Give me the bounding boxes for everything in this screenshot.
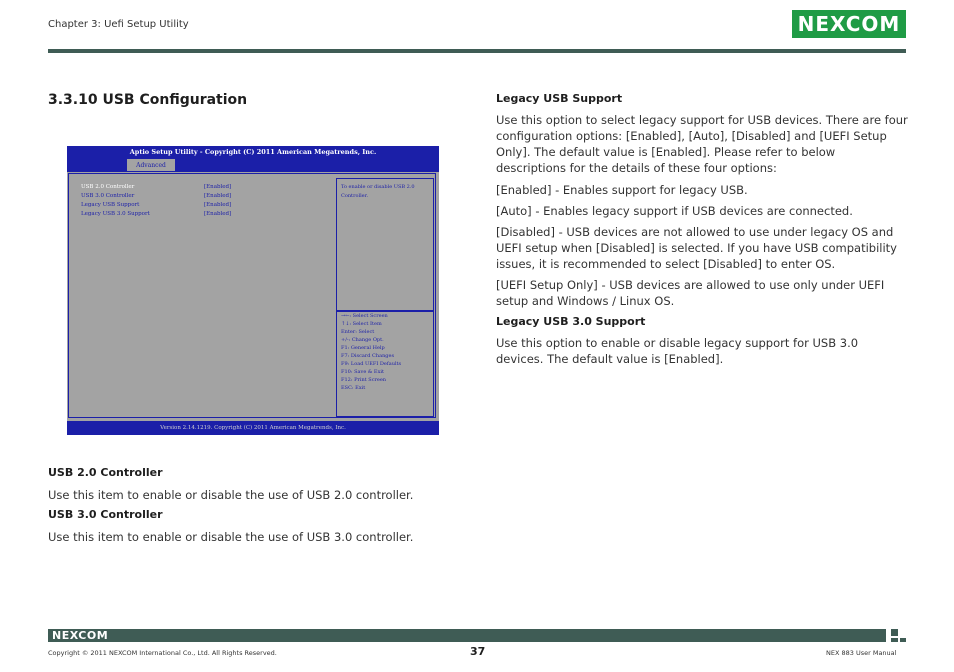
bios-help-line-2: Controller. — [341, 193, 369, 199]
bios-item-legacy-usb[interactable]: Legacy USB Support — [81, 202, 140, 208]
option-auto: [Auto] - Enables legacy support if USB devices are connected. — [496, 204, 853, 218]
bios-key-hint: +/-: Change Opt. — [341, 337, 384, 343]
bios-tab-advanced[interactable]: Advanced — [127, 159, 175, 171]
bios-key-hint: F12: Print Screen — [341, 377, 387, 383]
legacy-usb-text: Use this option to select legacy support for USB devices. There are four configuration options: [Enabled], [Auto], [Disabled] and [UEFI Setup Only]. The default value is [Enabled]. Please refer to below descriptions for the details of these four options: — [496, 113, 908, 175]
bios-item-legacy-usb30[interactable]: Legacy USB 3.0 Support — [81, 211, 150, 217]
bios-item-usb30[interactable]: USB 3.0 Controller — [81, 193, 135, 199]
bios-value-legacy-usb[interactable]: [Enabled] — [204, 202, 232, 208]
usb20-text: Use this item to enable or disable the use of USB 2.0 controller. — [48, 488, 414, 502]
bios-key-hint: ESC: Exit — [341, 385, 366, 391]
section-title: 3.3.10 USB Configuration — [48, 92, 248, 108]
copyright-text: Copyright © 2011 NEXCOM International Co., Ltd. All Rights Reserved. — [48, 649, 277, 657]
bios-value-usb20[interactable]: [Enabled] — [204, 184, 232, 190]
bios-help-line-1: To enable or disable USB 2.0 — [341, 184, 415, 190]
page-number: 37 — [470, 645, 486, 658]
corner-square-icon — [891, 638, 898, 642]
manual-title: NEX 883 User Manual — [826, 649, 897, 657]
header-rule — [48, 49, 906, 53]
bios-key-hint: F9: Load UEFI Defaults — [341, 361, 402, 367]
usb20-heading: USB 2.0 Controller — [48, 466, 163, 479]
footer-bar — [48, 629, 886, 642]
option-disabled: [Disabled] - USB devices are not allowed to use under legacy OS and UEFI setup when [Disabled] is selected. If you have USB compatibility issues, it is recommended to select [Disabled] to enter OS. — [496, 225, 897, 271]
bios-key-hint: F7: Discard Changes — [341, 353, 395, 359]
logo-text: NEXCOM — [797, 12, 901, 36]
legacy-usb30-heading: Legacy USB 3.0 Support — [496, 315, 646, 328]
nexcom-logo — [792, 10, 906, 38]
corner-square-icon — [891, 629, 898, 636]
usb30-heading: USB 3.0 Controller — [48, 508, 163, 521]
bios-key-hint: F1: General Help — [341, 345, 385, 351]
bios-value-legacy-usb30[interactable]: [Enabled] — [204, 211, 232, 217]
corner-square-icon — [900, 638, 906, 642]
bios-screenshot — [67, 146, 439, 435]
legacy-usb30-text: Use this option to enable or disable legacy support for USB 3.0 devices. The default value is [Enabled]. — [496, 336, 859, 366]
usb30-text: Use this item to enable or disable the use of USB 3.0 controller. — [48, 530, 414, 544]
bios-key-hint: →←: Select Screen — [341, 313, 388, 319]
option-enabled: [Enabled] - Enables support for legacy USB. — [496, 183, 748, 197]
bios-value-usb30[interactable]: [Enabled] — [204, 193, 232, 199]
chapter-label: Chapter 3: Uefi Setup Utility — [48, 19, 189, 30]
legacy-usb-heading: Legacy USB Support — [496, 92, 623, 105]
bios-key-hint: ↑↓: Select Item — [341, 321, 382, 327]
bios-key-hint: F10: Save & Exit — [341, 369, 385, 375]
bios-title: Aptio Setup Utility - Copyright (C) 2011 American Megatrends, Inc. — [129, 148, 377, 156]
bios-key-hint: Enter: Select — [341, 329, 375, 335]
bios-item-usb20[interactable]: USB 2.0 Controller — [81, 184, 135, 190]
option-uefi-setup-only: [UEFI Setup Only] - USB devices are allowed to use only under UEFI setup and Windows / Linux OS. — [496, 278, 885, 308]
bios-footer: Version 2.14.1219. Copyright (C) 2011 American Megatrends, Inc. — [67, 421, 439, 435]
footer-logo: NEXCOM — [52, 629, 109, 642]
